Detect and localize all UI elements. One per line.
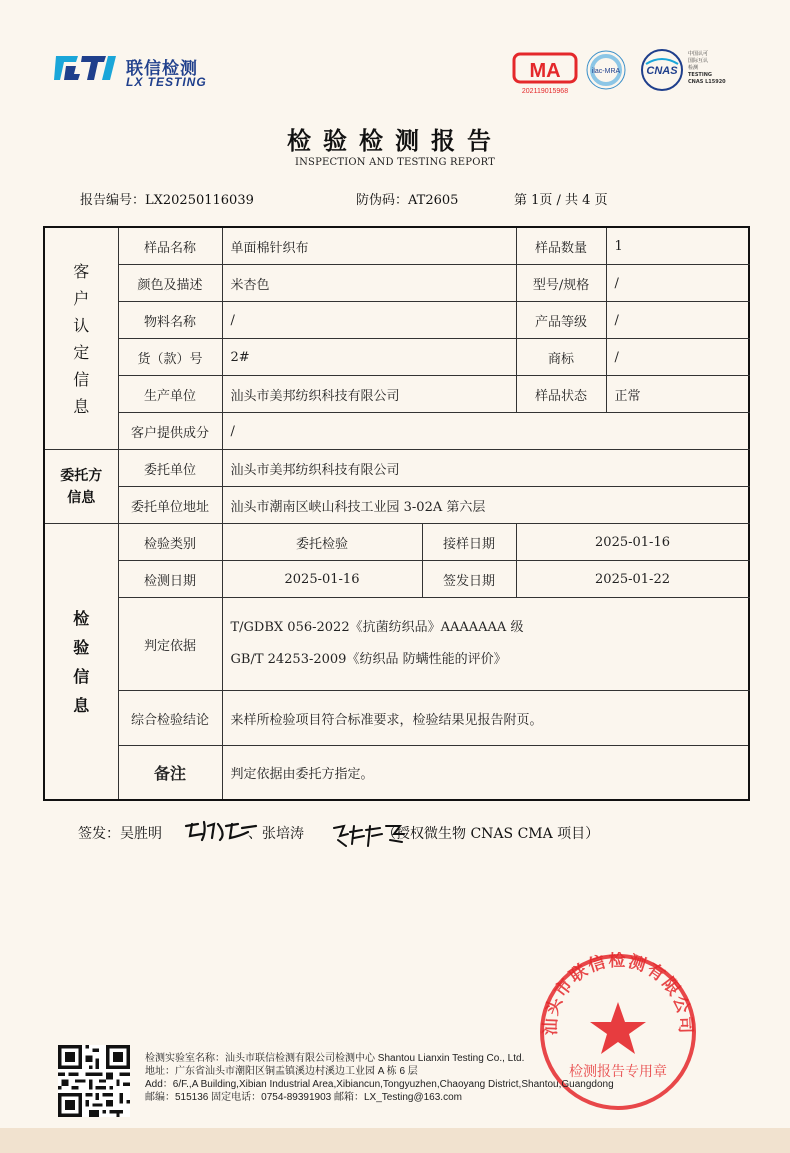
field-value: 正常 xyxy=(606,376,749,413)
conclusion-value: 来样所检验项目符合标准要求，检验结果见报告附页。 xyxy=(222,691,749,746)
field-value: 汕头市美邦纺织科技有限公司 xyxy=(222,450,749,487)
field-value: / xyxy=(606,302,749,339)
field-label: 产品等级 xyxy=(516,302,606,339)
footer-bar xyxy=(0,1128,790,1153)
client-info-category: 委托方 信息 xyxy=(44,450,118,524)
field-label: 检验类别 xyxy=(118,524,222,561)
judgement-basis xyxy=(222,598,749,691)
signer-second: 、张培涛 xyxy=(248,826,304,842)
field-label: 签发日期 xyxy=(422,561,516,598)
ilac-mra-icon xyxy=(587,51,625,89)
anti-fake-code: 防伪码：AT2605 xyxy=(356,193,459,208)
cnas-mark-icon xyxy=(642,50,682,90)
basis-line: GB/T 24253-2009《纺织品 防螨性能的评价》 xyxy=(230,652,507,667)
svg-text:CNAS: CNAS xyxy=(646,65,678,77)
report-number: 报告编号：LX20250116039 xyxy=(80,193,254,208)
field-value: 2025-01-22 xyxy=(516,561,749,598)
field-value: / xyxy=(222,413,749,450)
cma-number: 202119015968 xyxy=(521,88,569,95)
footer-address-en: Add：6/F.,A Building,Xibian Industrial Area,Xibiancun,Tongyuzhen,Chaoyang District,Shantou,Guangdong xyxy=(145,1079,614,1090)
field-value: / xyxy=(222,302,516,339)
field-label: 客户提供成分 xyxy=(118,413,222,450)
field-label: 样品状态 xyxy=(516,376,606,413)
inspection-info-category: 检 验 信 息 xyxy=(44,524,118,801)
remark-value: 判定依据由委托方指定。 xyxy=(222,746,749,801)
table-row xyxy=(44,302,749,339)
field-label: 综合检验结论 xyxy=(118,691,222,746)
customer-info-category: 客 户 认 定 信 息 xyxy=(44,227,118,450)
signer-authorization: （授权微生物 CNAS CMA 项目） xyxy=(382,826,600,842)
report-table xyxy=(43,226,750,801)
report-subtitle: INSPECTION AND TESTING REPORT xyxy=(294,157,496,168)
field-label: 样品数量 xyxy=(516,227,606,265)
field-label: 生产单位 xyxy=(118,376,222,413)
svg-text:ilac-MRA: ilac-MRA xyxy=(591,68,621,75)
footer-contact: 邮编：515136 固定电话：0754-89391903 邮箱：LX_Testing@163.com xyxy=(145,1092,462,1103)
field-value: 单面棉针织布 xyxy=(222,227,516,265)
field-label: 商标 xyxy=(516,339,606,376)
table-row xyxy=(44,339,749,376)
footer-lab-name: 检测实验室名称：汕头市联信检测有限公司检测中心 Shantou Lianxin Testing Co., Ltd. xyxy=(145,1053,525,1064)
field-label: 物料名称 xyxy=(118,302,222,339)
seal-inner-text: 检测报告专用章 xyxy=(569,1064,667,1080)
svg-text:MA: MA xyxy=(529,60,561,82)
table-row xyxy=(44,450,749,487)
field-label: 判定依据 xyxy=(118,598,222,691)
field-value: 2025-01-16 xyxy=(516,524,749,561)
qr-code-icon xyxy=(58,1045,130,1117)
field-value: 1 xyxy=(606,227,749,265)
field-label: 委托单位 xyxy=(118,450,222,487)
field-value: 汕头市潮南区峡山科技工业园 3-02A 第六层 xyxy=(222,487,749,524)
table-row xyxy=(44,265,749,302)
field-label: 委托单位地址 xyxy=(118,487,222,524)
field-value: 2025-01-16 xyxy=(222,561,422,598)
field-label: 接样日期 xyxy=(422,524,516,561)
field-value: / xyxy=(606,265,749,302)
logo-chinese-name: 联信检测 xyxy=(126,59,198,79)
footer-address-cn: 地址：广东省汕头市潮阳区铜盂镇溪边村溪边工业园 A 栋 6 层 xyxy=(145,1066,418,1077)
table-row xyxy=(44,413,749,450)
table-row xyxy=(44,691,749,746)
table-row xyxy=(44,746,749,801)
field-label: 型号/规格 xyxy=(516,265,606,302)
logo-english-name: LX TESTING xyxy=(126,75,207,89)
signer-prefix: 签发：吴胜明 xyxy=(78,826,162,842)
signature-wu-icon xyxy=(182,818,262,844)
page-indicator: 第 1页 / 共 4 页 xyxy=(514,193,608,208)
basis-line: T/GDBX 056-2022《抗菌纺织品》AAAAAAA 级 xyxy=(230,620,524,635)
table-row xyxy=(44,376,749,413)
table-row xyxy=(44,487,749,524)
table-row xyxy=(44,524,749,561)
seal-ring-text: 汕头市联信检测有限公司 xyxy=(540,952,696,1036)
field-label: 货（款）号 xyxy=(118,339,222,376)
field-label: 颜色及描述 xyxy=(118,265,222,302)
field-value: / xyxy=(606,339,749,376)
field-label: 样品名称 xyxy=(118,227,222,265)
footer-info xyxy=(145,1052,614,1104)
field-label: 检测日期 xyxy=(118,561,222,598)
remark-label: 备注 xyxy=(118,746,222,801)
signature-zhang-icon xyxy=(330,820,410,850)
cnas-accreditation-text: 中国认可 国际互认 检测 TESTING CNAS L15920 xyxy=(688,51,726,85)
report-title: 检验检测报告 xyxy=(287,126,503,155)
table-row xyxy=(44,561,749,598)
lx-logo-icon xyxy=(52,50,120,86)
table-row xyxy=(44,227,749,265)
field-value: 2# xyxy=(222,339,516,376)
cma-mark-icon xyxy=(514,54,576,95)
field-value: 委托检验 xyxy=(222,524,422,561)
field-value: 汕头市美邦纺织科技有限公司 xyxy=(222,376,516,413)
table-row xyxy=(44,598,749,691)
field-value: 米杏色 xyxy=(222,265,516,302)
